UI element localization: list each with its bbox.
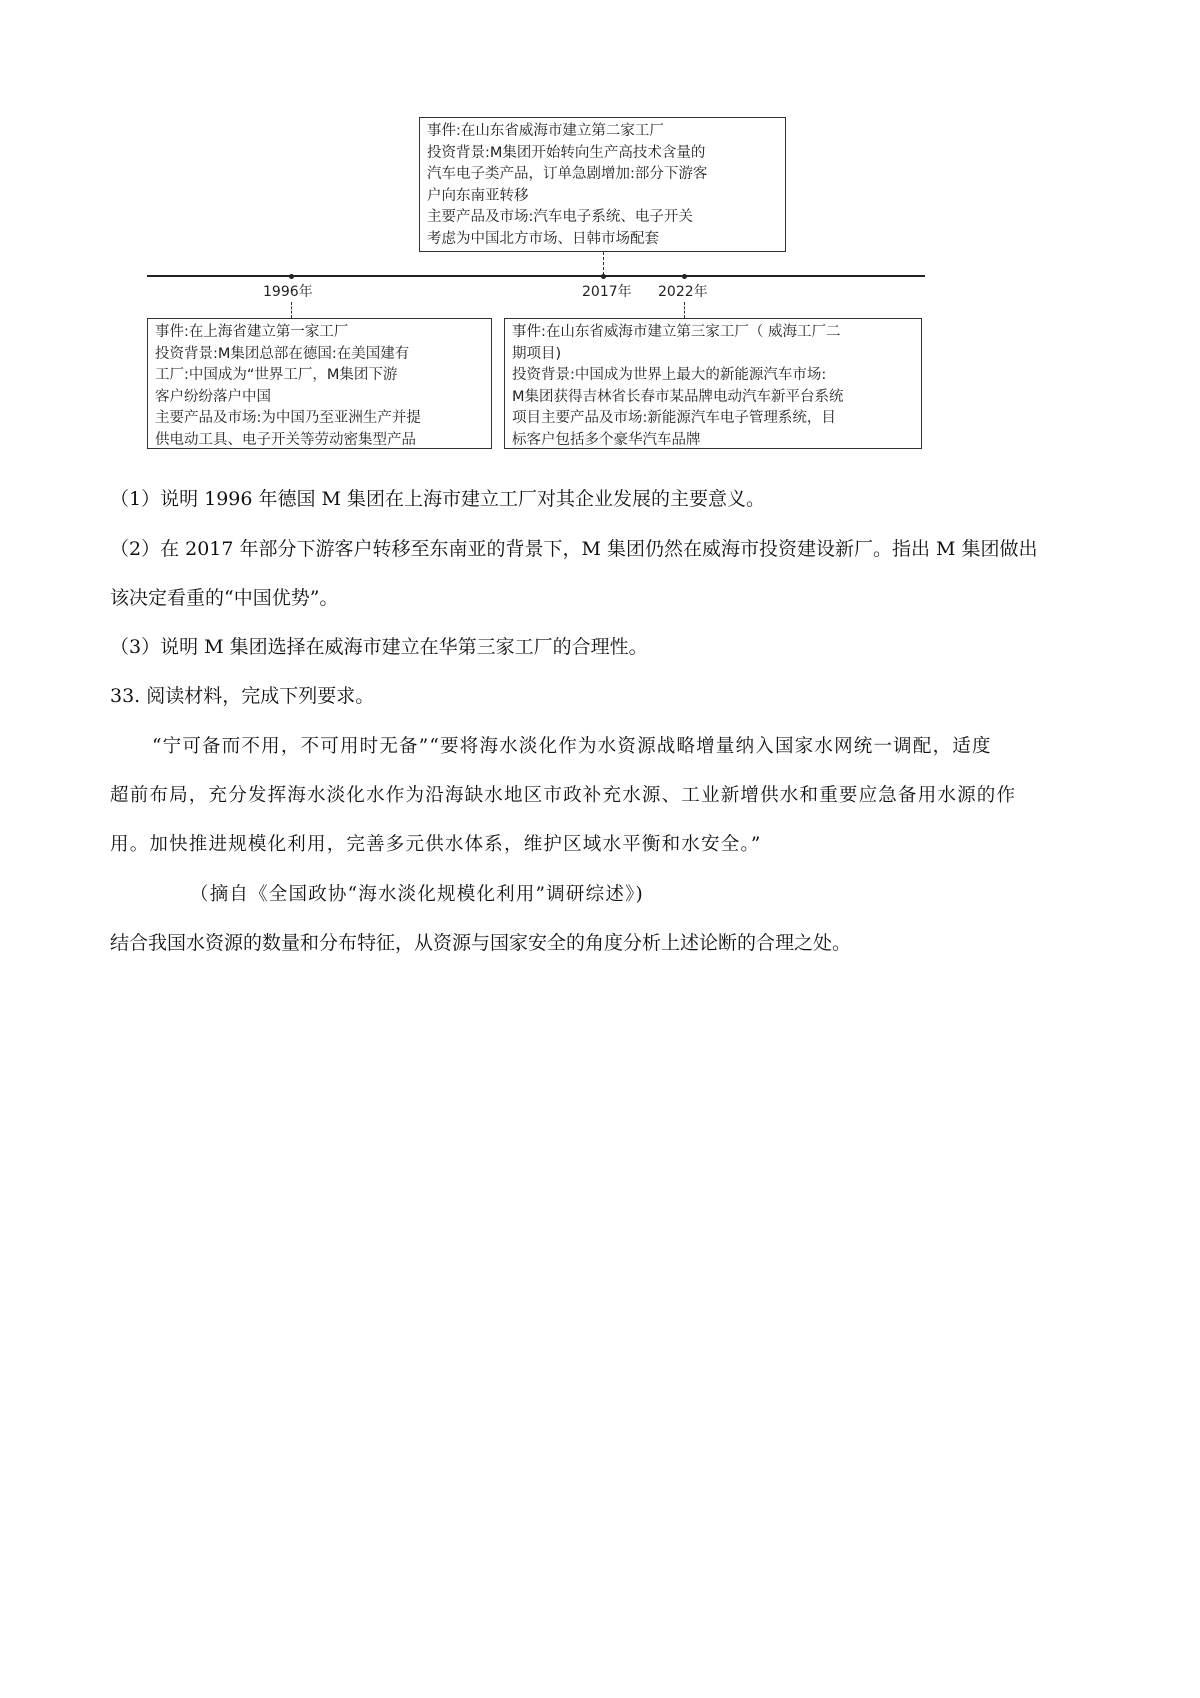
box-2022-line: M集团获得吉林省长春市某品牌电动汽车新平台系统 [512, 388, 844, 405]
box-2022-line: 投资背景:中国成为世界上最大的新能源汽车市场: [512, 367, 827, 383]
box-1996-line: 工厂:中国成为“世界工厂，M集团下游 [155, 367, 398, 383]
box-2017-line: 投资背景:M集团开始转向生产高技术含量的 [427, 144, 706, 161]
connector-2017 [603, 252, 604, 275]
box-2022-line: 事件:在山东省威海市建立第三家工厂（ 威海工厂二 [512, 324, 841, 340]
box-1996-line: 主要产品及市场:为中国乃至亚洲生产并提 [155, 410, 421, 426]
connector-2022 [684, 302, 685, 318]
box-1996-line: 投资背景:M集团总部在德国:在美国建有 [155, 345, 410, 362]
event-box-2017 [419, 117, 786, 252]
question-1: （1）说明 1996 年德国 M 集团在上海市建立工厂对其企业发展的主要意义。 [110, 488, 766, 510]
question-33-task: 结合我国水资源的数量和分布特征，从资源与国家安全的角度分析上述论断的合理之处。 [110, 932, 852, 954]
event-box-1996 [147, 318, 492, 449]
year-label-2017: 2017年 [582, 284, 632, 300]
question-3: （3）说明 M 集团选择在威海市建立在华第三家工厂的合理性。 [110, 636, 648, 658]
box-1996-line: 客户纷纷落户中国 [155, 388, 271, 405]
box-2022-line: 期项目) [512, 345, 562, 362]
quote-line-3: 用。加快推进规模化利用，完善多元供水体系，维护区域水平衡和水安全。” [110, 834, 762, 855]
box-2017-line: 考虑为中国北方市场、日韩市场配套 [427, 230, 659, 247]
quote-source: （摘自《全国政协“海水淡化规模化利用”调研综述》) [190, 884, 644, 905]
question-33-heading: 33. 阅读材料，完成下列要求。 [110, 685, 375, 707]
timeline-figure [0, 0, 1200, 460]
timeline-axis [147, 275, 925, 277]
box-2017-line: 事件:在山东省威海市建立第二家工厂 [427, 123, 664, 139]
year-label-1996: 1996年 [263, 284, 313, 300]
question-2-line-2: 该决定看重的“中国优势”。 [110, 587, 339, 609]
box-2017-line: 户向东南亚转移 [427, 187, 529, 204]
event-box-2022 [504, 318, 922, 449]
question-2-line-1: （2）在 2017 年部分下游客户转移至东南亚的背景下，M 集团仍然在威海市投资建设新厂。指出 M 集团做出 [110, 538, 1038, 560]
quote-line-1: “宁可备而不用，不可用时无备”“要将海水淡化作为水资源战略增量纳入国家水网统一调配，适度 [152, 736, 992, 757]
box-2017-line: 主要产品及市场:汽车电子系统、电子开关 [427, 209, 693, 225]
timeline-tick-2017 [601, 274, 606, 279]
box-2017-line: 汽车电子类产品，订单急剧增加:部分下游客 [427, 166, 708, 182]
box-1996-line: 事件:在上海省建立第一家工厂 [155, 324, 349, 340]
box-1996-line: 供电动工具、电子开关等劳动密集型产品 [155, 431, 416, 448]
quote-line-2: 超前布局，充分发挥海水淡化水作为沿海缺水地区市政补充水源、工业新增供水和重要应急备用水源的作 [110, 785, 1017, 806]
year-label-2022: 2022年 [658, 284, 708, 300]
timeline-tick-2022 [682, 274, 687, 279]
box-2022-line: 项目主要产品及市场:新能源汽车电子管理系统，目 [512, 410, 836, 426]
connector-1996 [291, 302, 292, 318]
box-2022-line: 标客户包括多个豪华汽车品牌 [512, 431, 701, 448]
timeline-tick-1996 [289, 274, 294, 279]
